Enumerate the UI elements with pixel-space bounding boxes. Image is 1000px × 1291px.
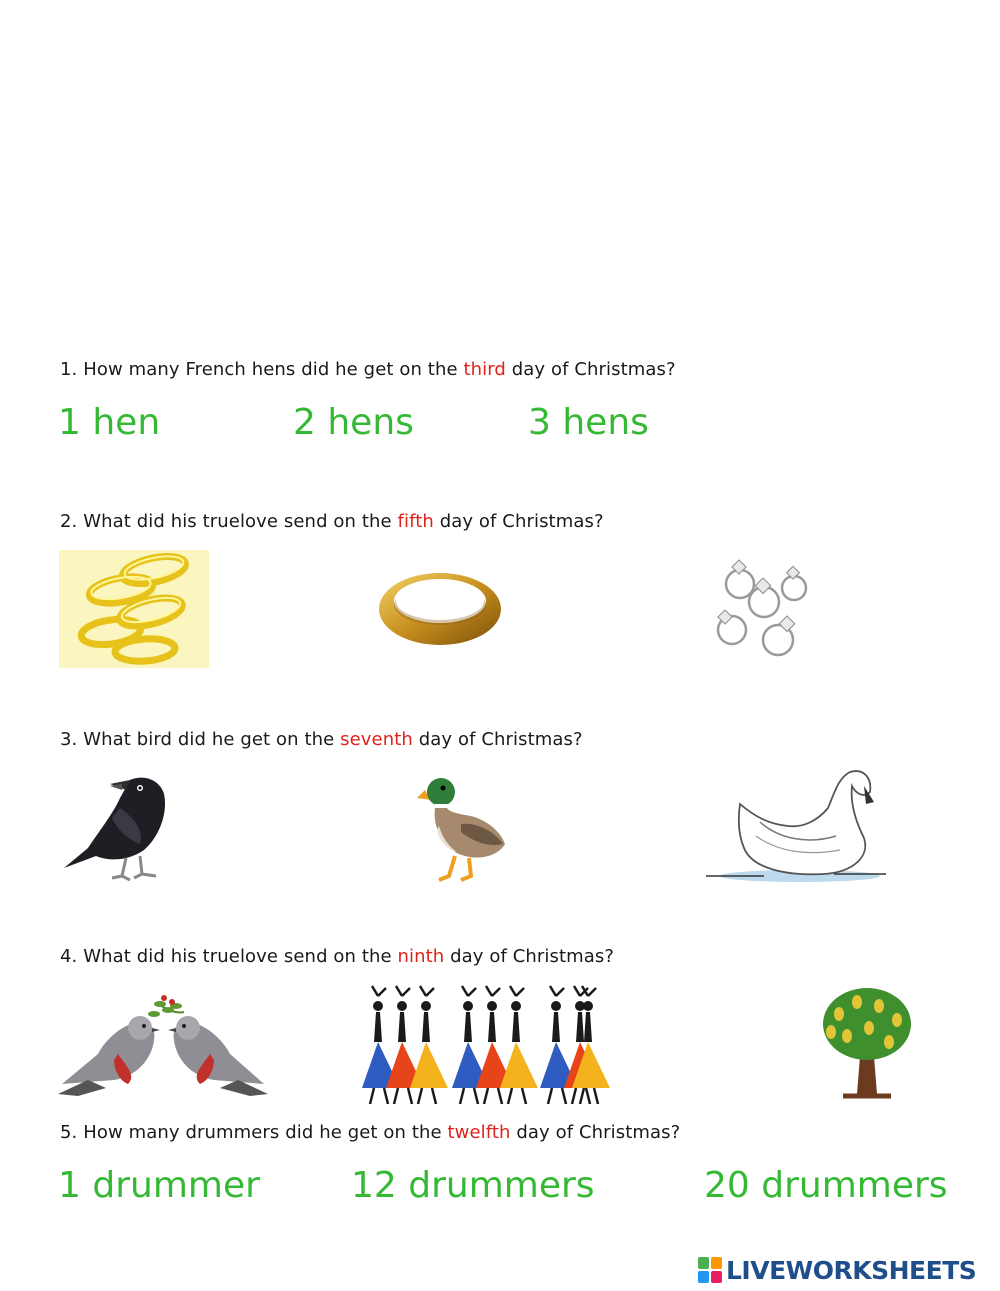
- brand-name: LIVEWORKSHEETS: [726, 1255, 977, 1285]
- question-2: [60, 511, 604, 532]
- single-gold-ring-image[interactable]: [376, 565, 504, 649]
- liveworksheets-logo: [698, 1254, 976, 1286]
- answer-option-3-hens[interactable]: 3 hens: [528, 402, 649, 443]
- question-highlight: twelfth: [447, 1122, 511, 1143]
- question-1: [60, 359, 676, 380]
- question-text: What did his truelove send on the: [83, 511, 392, 532]
- question-text: How many drummers did he get on the: [83, 1122, 442, 1143]
- question-5: [60, 1122, 680, 1143]
- question-text: What bird did he get on the: [83, 729, 335, 750]
- question-3: [60, 729, 583, 750]
- question-number: 3.: [60, 729, 78, 750]
- duck-image[interactable]: [417, 768, 509, 884]
- question-highlight: ninth: [397, 946, 445, 967]
- answer-option-1-drummer[interactable]: 1 drummer: [58, 1165, 260, 1206]
- question-highlight: third: [463, 359, 506, 380]
- question-text: How many French hens did he get on the: [83, 359, 458, 380]
- question-text-end: day of Christmas?: [418, 729, 583, 750]
- question-text: What did his truelove send on the: [83, 946, 392, 967]
- question-text-end: day of Christmas?: [516, 1122, 681, 1143]
- swan-image[interactable]: [704, 764, 888, 888]
- nine-ladies-dancing-image[interactable]: [360, 984, 610, 1104]
- diamond-rings-image[interactable]: [712, 556, 812, 662]
- five-gold-rings-image[interactable]: [59, 550, 209, 668]
- question-number: 1.: [60, 359, 78, 380]
- question-highlight: seventh: [340, 729, 413, 750]
- question-number: 2.: [60, 511, 78, 532]
- pear-tree-image[interactable]: [817, 984, 917, 1104]
- question-text-end: day of Christmas?: [439, 511, 604, 532]
- answer-option-2-hens[interactable]: 2 hens: [293, 402, 414, 443]
- question-text-end: day of Christmas?: [450, 946, 615, 967]
- answer-option-1-hen[interactable]: 1 hen: [58, 402, 161, 443]
- question-number: 4.: [60, 946, 78, 967]
- liveworksheets-logo-icon: [698, 1257, 722, 1283]
- question-number: 5.: [60, 1122, 78, 1143]
- crow-image[interactable]: [60, 768, 172, 884]
- answer-option-20-drummers[interactable]: 20 drummers: [704, 1165, 948, 1206]
- turtle-doves-image[interactable]: [58, 984, 268, 1104]
- question-highlight: fifth: [397, 511, 434, 532]
- question-text-end: day of Christmas?: [511, 359, 676, 380]
- answer-option-12-drummers[interactable]: 12 drummers: [351, 1165, 595, 1206]
- question-4: [60, 946, 614, 967]
